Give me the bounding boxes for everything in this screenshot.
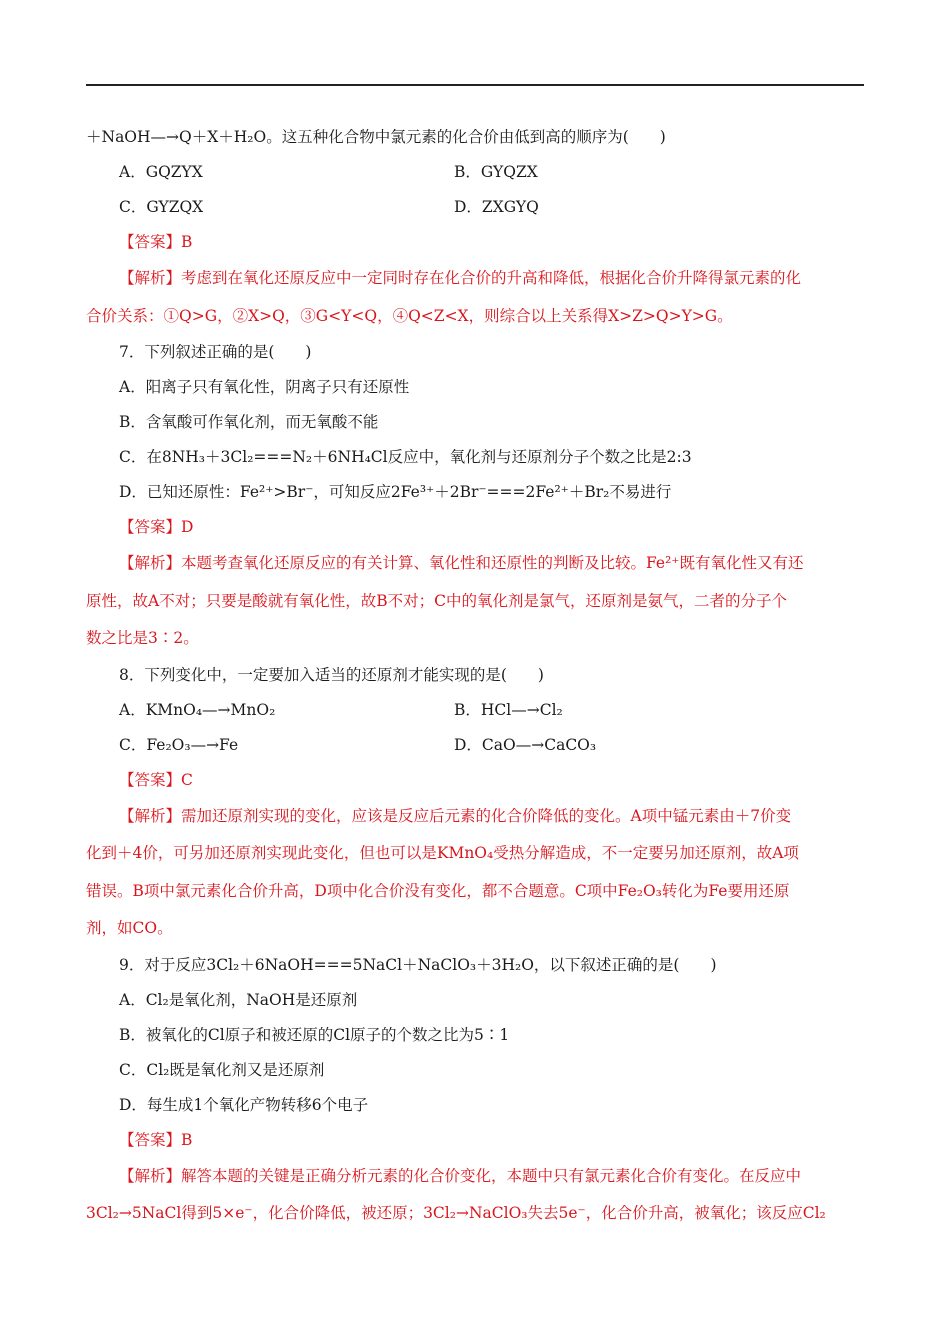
q6-option-c: C．GYZQX [119, 198, 204, 216]
q6-answer-value: B [181, 233, 193, 251]
q7-option-a: A．阳离子只有氧化性，阴离子只有还原性 [119, 378, 410, 396]
q7-option-b: B．含氧酸可作氧化剂，而无氧酸不能 [119, 413, 379, 431]
q9-option-d: D．每生成1个氧化产物转移6个电子 [119, 1095, 369, 1114]
header-rule [86, 84, 864, 86]
q7-analysis-line-1 [86, 545, 864, 583]
q8-answer [86, 763, 864, 798]
q9-analysis-tag: 【解析】 [119, 1166, 182, 1185]
q8-analysis-line-2: 化到＋4价，可另加还原剂实现此变化，但也可以是KMnO₄受热分解造成，不一定要另加还原剂，故A项 [86, 844, 799, 862]
q7-stem: 7．下列叙述正确的是( ) [119, 343, 312, 361]
q8-option-c: C．Fe₂O₃—→Fe [119, 735, 239, 754]
q6-option-b: B．GYQZX [454, 163, 538, 181]
q6-options-row-2 [86, 190, 864, 225]
q7-answer [86, 510, 864, 545]
q8-option-d: D．CaO—→CaCO₃ [454, 735, 597, 754]
q7-analysis [86, 545, 864, 658]
q7-analysis-line-3: 数之比是3∶2。 [86, 629, 199, 647]
q8-analysis-tag: 【解析】 [119, 806, 182, 825]
q9-stem: 9．对于反应3Cl₂＋6NaOH===5NaCl＋NaClO₃＋3H₂O，以下叙述正确的是( ) [119, 955, 717, 974]
q9-analysis-line-1 [86, 1158, 864, 1196]
q9-analysis-line-2: 3Cl₂→5NaCl得到5×e⁻，化合价降低，被还原；3Cl₂→NaClO₃失去5e⁻，化合价升高，被氧化；该反应Cl₂ [86, 1204, 826, 1222]
q8-option-b: B．HCl—→Cl₂ [454, 700, 563, 719]
q8-options-row-2 [86, 728, 864, 763]
q7-analysis-line-2: 原性，故A不对；只要是酸就有氧化性，故B不对；C中的氧化剂是氯气，还原剂是氨气，二者的分子个 [86, 591, 787, 610]
q6-answer [86, 225, 864, 260]
q7-option-d: D．已知还原性：Fe²⁺>Br⁻，可知反应2Fe³⁺＋2Br⁻===2Fe²⁺＋Br₂不易进行 [119, 483, 672, 501]
q6-option-d: D．ZXGYQ [454, 198, 539, 216]
q8-stem: 8．下列变化中，一定要加入适当的还原剂才能实现的是( ) [119, 665, 544, 684]
q8-analysis-line-4: 剂，如CO。 [86, 919, 173, 937]
q9-option-a: A．Cl₂是氧化剂，NaOH是还原剂 [119, 990, 358, 1009]
q6-options-row-1 [86, 155, 864, 190]
q8-answer-tag: 【答案】 [119, 770, 182, 789]
q9-analysis [86, 1158, 864, 1233]
q6-answer-tag: 【答案】 [119, 233, 182, 251]
q8-analysis-text-1: 需加还原剂实现的变化，应该是反应后元素的化合价降低的变化。A项中锰元素由＋7价变 [181, 806, 792, 825]
q9-option-b: B．被氧化的Cl原子和被还原的Cl原子的个数之比为5∶1 [119, 1025, 510, 1044]
q8-analysis-line-1 [86, 798, 864, 836]
q6-analysis [86, 260, 864, 335]
q7-option-c: C．在8NH₃＋3Cl₂===N₂＋6NH₄Cl反应中，氧化剂与还原剂分子个数之比是2:3 [119, 448, 692, 466]
q6-stem-tail: ＋NaOH—→Q＋X＋H₂O。这五种化合物中氯元素的化合价由低到高的顺序为( ) [86, 128, 666, 146]
q8-option-a: A．KMnO₄—→MnO₂ [119, 700, 276, 719]
q7-analysis-text-1: 本题考查氧化还原反应的有关计算、氧化性和还原性的判断及比较。Fe²⁺既有氧化性又有还 [181, 554, 804, 572]
q8-analysis [86, 798, 864, 948]
q7-analysis-tag: 【解析】 [119, 554, 182, 572]
q9-answer [86, 1123, 864, 1158]
q9-analysis-text-1: 解答本题的关键是正确分析元素的化合价变化，本题中只有氯元素化合价有变化。在反应中 [181, 1166, 802, 1185]
document-body [86, 120, 864, 1233]
q8-options-row-1 [86, 693, 864, 728]
q6-analysis-line-2: 合价关系：①Q>G，②X>Q，③G<Y<Q，④Q<Z<X，则综合以上关系得X>Z>Q>Y>G。 [86, 306, 733, 325]
q6-analysis-text-1: 考虑到在氧化还原反应中一定同时存在化合价的升高和降低，根据化合价升降得氯元素的化 [181, 269, 802, 287]
q6-analysis-line-1 [86, 260, 864, 298]
q9-answer-tag: 【答案】 [119, 1130, 182, 1149]
q6-option-a: A．GQZYX [119, 163, 203, 181]
q8-analysis-line-3: 错误。B项中氯元素化合价升高，D项中化合价没有变化，都不合题意。C项中Fe₂O₃转化为Fe要用还原 [86, 881, 790, 900]
q8-answer-value: C [181, 770, 193, 789]
q7-answer-tag: 【答案】 [119, 518, 182, 536]
q9-option-c: C．Cl₂既是氧化剂又是还原剂 [119, 1060, 325, 1079]
q6-analysis-tag: 【解析】 [119, 269, 182, 287]
q9-answer-value: B [181, 1130, 193, 1149]
q7-answer-value: D [181, 518, 194, 536]
